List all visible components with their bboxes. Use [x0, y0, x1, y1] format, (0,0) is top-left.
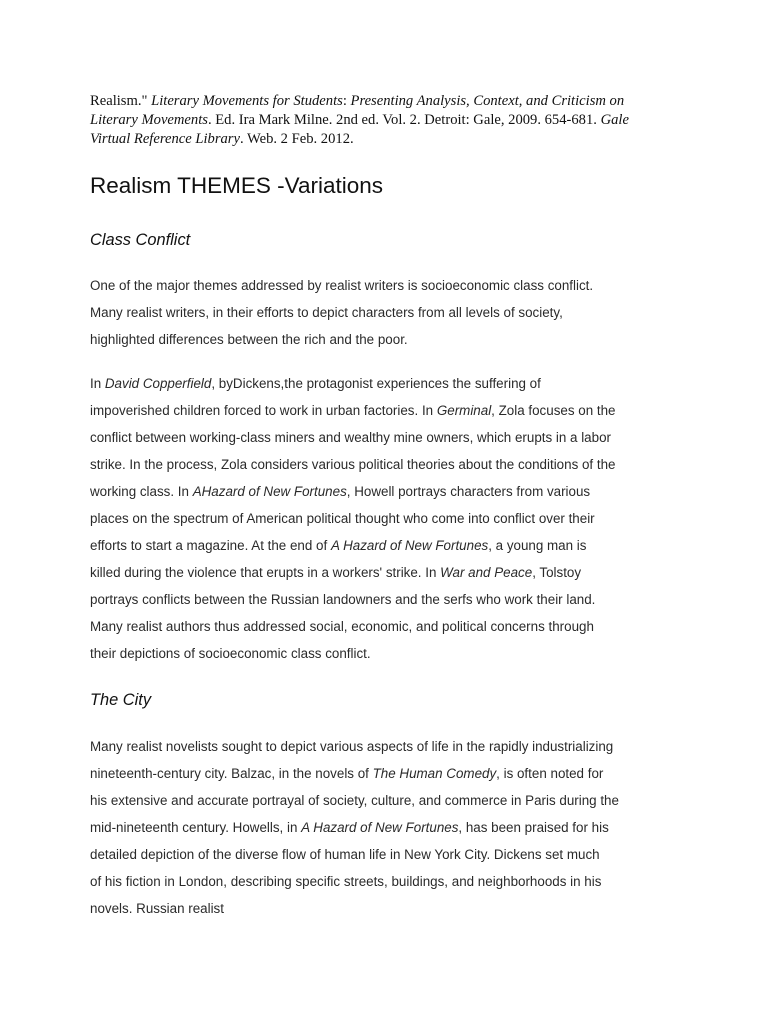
work-title: A Hazard of New Fortunes [330, 538, 489, 553]
work-title: David Copperfield [104, 376, 212, 391]
citation [90, 92, 682, 149]
work-title: Germinal [436, 403, 492, 418]
citation-colon: : [342, 93, 351, 109]
citation-accessed: . Web. 2 Feb. 2012. [239, 131, 354, 147]
citation-book-title: Literary Movements for Students [151, 93, 343, 109]
work-title: War and Peace [440, 565, 533, 580]
page-title: Realism THEMES -Variations [90, 173, 383, 198]
paragraph-class-conflict-examples: In David Copperfield, byDickens,the protagonist experiences the suffering of impoverished children forced to work in urban factories. In Germinal, Zola focuses on the conflict between working-class miners and wealthy mine owners, which erupts in a labor strike. In the process, Zola considers various political theories about the conditions of the working class. In AHazard of New Fortunes, Howell portrays characters from various places on the spectrum of American political thought who come into conflict over their efforts to start a magazine. At the end of A Hazard of New Fortunes, a young man is killed during the violence that erupts in a workers' strike. In War and Peace, Tolstoy portrays conflicts between the Russian landowners and the serfs who work their land. Many realist authors thus addressed social, economic, and political concerns through their depictions of socioeconomic class conflict. [90, 376, 616, 661]
work-title: A Hazard of New Fortunes [301, 820, 459, 835]
citation-details: . Ed. Ira Mark Milne. 2nd ed. Vol. 2. Detroit: Gale, 2009. 654-681. [207, 112, 601, 128]
paragraph-class-conflict-intro: One of the major themes addressed by realist writers is socioeconomic class conflict. Many realist writers, in their efforts to depict characters from all levels of society, highlighted differences between the rich and the poor. [90, 278, 594, 347]
work-title: AHazard of New Fortunes [192, 484, 347, 499]
citation-lead: Realism." [90, 93, 152, 109]
section-heading-class-conflict: Class Conflict [90, 231, 191, 249]
work-title: The Human Comedy [372, 766, 497, 781]
paragraph-the-city: Many realist novelists sought to depict various aspects of life in the rapidly industrializing nineteenth-century city. Balzac, in the novels of The Human Comedy, is often noted for his extensive and accurate portrayal of society, culture, and commerce in Paris during the mid-nineteenth century. Howells, in A Hazard of New Fortunes, has been praised for his detailed depiction of the diverse flow of human life in New York City. Dickens set much of his fiction in London, describing specific streets, buildings, and neighborhoods in his novels. Russian realist [90, 739, 619, 916]
citation-subtitle: Presenting Analysis, Context, and Criticism on Literary Movements [90, 93, 625, 128]
citation-database-line2: Virtual Reference Library [90, 131, 240, 147]
section-heading-the-city: The City [90, 691, 152, 709]
citation-database-line1: Gale [600, 112, 629, 128]
